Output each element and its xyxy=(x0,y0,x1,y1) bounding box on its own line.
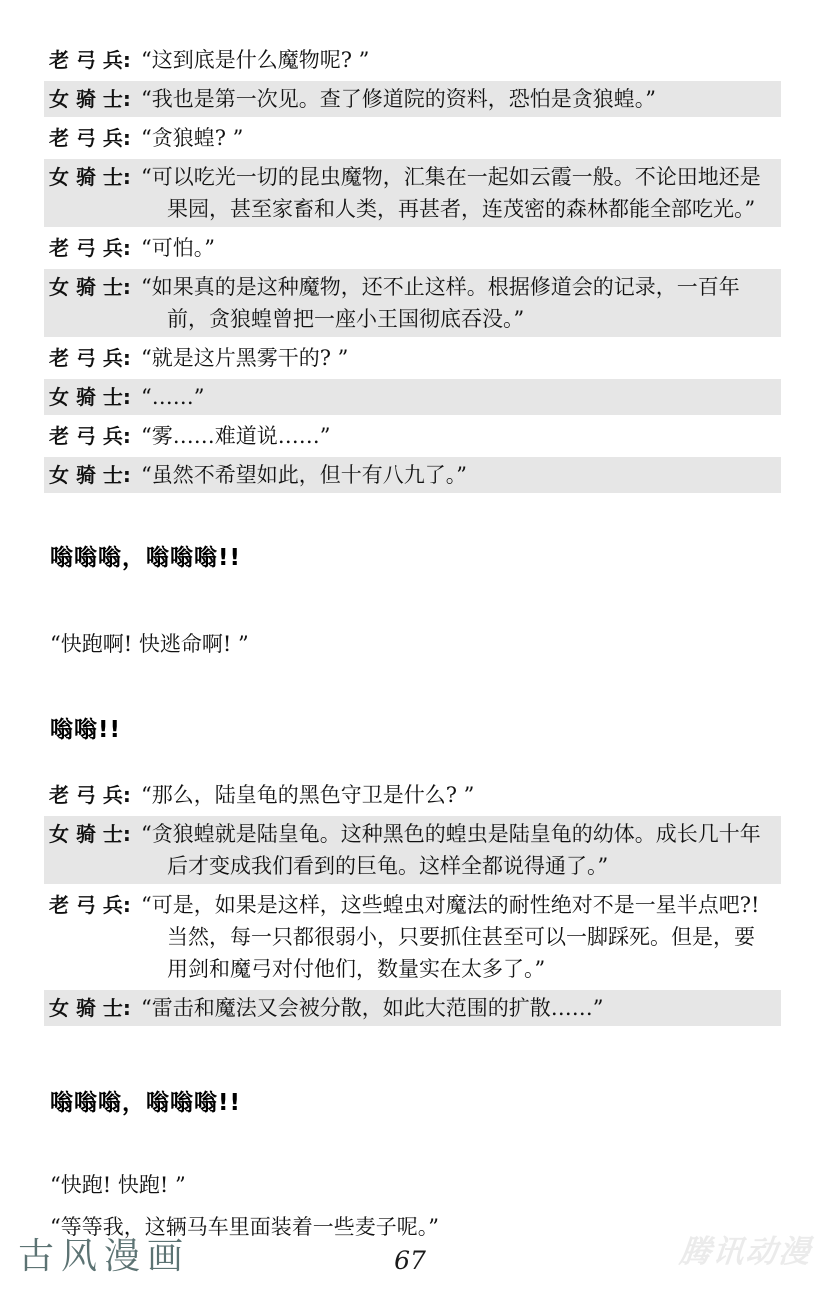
dialogue-text: “如果真的是这种魔物，还不止这样。根据修道会的记录，一百年前，贪狼蝗曾把一座小王国彻底吞没。” xyxy=(141,275,740,331)
narration-line: “快跑啊! 快逃命啊! ” xyxy=(50,632,249,656)
dialogue-row xyxy=(44,120,781,156)
dialogue-text: “这到底是什么魔物呢? ” xyxy=(141,48,370,72)
speaker-label: 女 骑 士: xyxy=(49,822,131,846)
dialogue-text: “可怕。” xyxy=(141,236,215,260)
dialogue-text: “……” xyxy=(141,385,205,409)
dialogue-text: “贪狼蝗就是陆皇龟。这种黑色的蝗虫是陆皇龟的幼体。成长几十年后才变成我们看到的巨龟。这样全都说得通了。” xyxy=(141,822,761,878)
dialogue-row xyxy=(44,269,781,337)
dialogue-row xyxy=(44,230,781,266)
speaker-label: 老 弓 兵: xyxy=(49,893,131,917)
dialogue-text: “虽然不希望如此，但十有八九了。” xyxy=(141,463,467,487)
speaker-label: 女 骑 士: xyxy=(49,385,131,409)
dialogue-text: “雷击和魔法又会被分散，如此大范围的扩散……” xyxy=(141,996,604,1020)
dialogue-text: “我也是第一次见。查了修道院的资料，恐怕是贪狼蝗。” xyxy=(141,87,656,111)
page-number: 67 xyxy=(394,1246,426,1275)
speaker-label: 老 弓 兵: xyxy=(49,48,131,72)
brand-logo-text: 古风漫画 xyxy=(18,1236,191,1277)
dialogue-row xyxy=(44,340,781,376)
narration-line: “快跑! 快跑! ” xyxy=(50,1173,186,1197)
sfx-text: 嗡嗡!! xyxy=(50,717,121,743)
speaker-label: 女 骑 士: xyxy=(49,275,131,299)
speaker-label: 女 骑 士: xyxy=(49,996,131,1020)
speaker-label: 女 骑 士: xyxy=(49,87,131,111)
speaker-label: 女 骑 士: xyxy=(49,463,131,487)
sfx-text: 嗡嗡嗡，嗡嗡嗡!! xyxy=(50,545,241,571)
dialogue-text: “那么，陆皇龟的黑色守卫是什么? ” xyxy=(141,783,475,807)
dialogue-row xyxy=(44,81,781,117)
sfx-text: 嗡嗡嗡，嗡嗡嗡!! xyxy=(50,1090,241,1116)
dialogue-row xyxy=(44,777,781,813)
speaker-label: 老 弓 兵: xyxy=(49,424,131,448)
dialogue-row xyxy=(44,816,781,884)
speaker-label: 老 弓 兵: xyxy=(49,346,131,370)
dialogue-text: “可以吃光一切的昆虫魔物，汇集在一起如云霞一般。不论田地还是果园，甚至家畜和人类，再甚者，连茂密的森林都能全部吃光。” xyxy=(141,165,761,221)
speaker-label: 老 弓 兵: xyxy=(49,236,131,260)
speaker-label: 老 弓 兵: xyxy=(49,783,131,807)
narration-line: “等等我，这辆马车里面装着一些麦子呢。” xyxy=(50,1215,439,1239)
dialogue-row xyxy=(44,379,781,415)
dialogue-row xyxy=(44,887,781,987)
speaker-label: 老 弓 兵: xyxy=(49,126,131,150)
dialogue-row xyxy=(44,418,781,454)
page-footer xyxy=(0,1221,820,1291)
speaker-label: 女 骑 士: xyxy=(49,165,131,189)
dialogue-text: “雾……难道说……” xyxy=(141,424,331,448)
dialogue-row xyxy=(44,457,781,493)
dialogue-text: “就是这片黑雾干的? ” xyxy=(141,346,349,370)
dialogue-text: “可是，如果是这样，这些蝗虫对魔法的耐性绝对不是一星半点吧?!当然，每一只都很弱小，只要抓住甚至可以一脚踩死。但是，要用剑和魔弓对付他们，数量实在太多了。” xyxy=(141,893,760,981)
dialogue-row xyxy=(44,42,781,78)
tencent-comic-watermark: 腾讯动漫 xyxy=(677,1234,814,1270)
dialogue-row xyxy=(44,159,781,227)
dialogue-row xyxy=(44,990,781,1026)
dialogue-text: “贪狼蝗? ” xyxy=(141,126,244,150)
dialogue-list xyxy=(44,42,781,1242)
